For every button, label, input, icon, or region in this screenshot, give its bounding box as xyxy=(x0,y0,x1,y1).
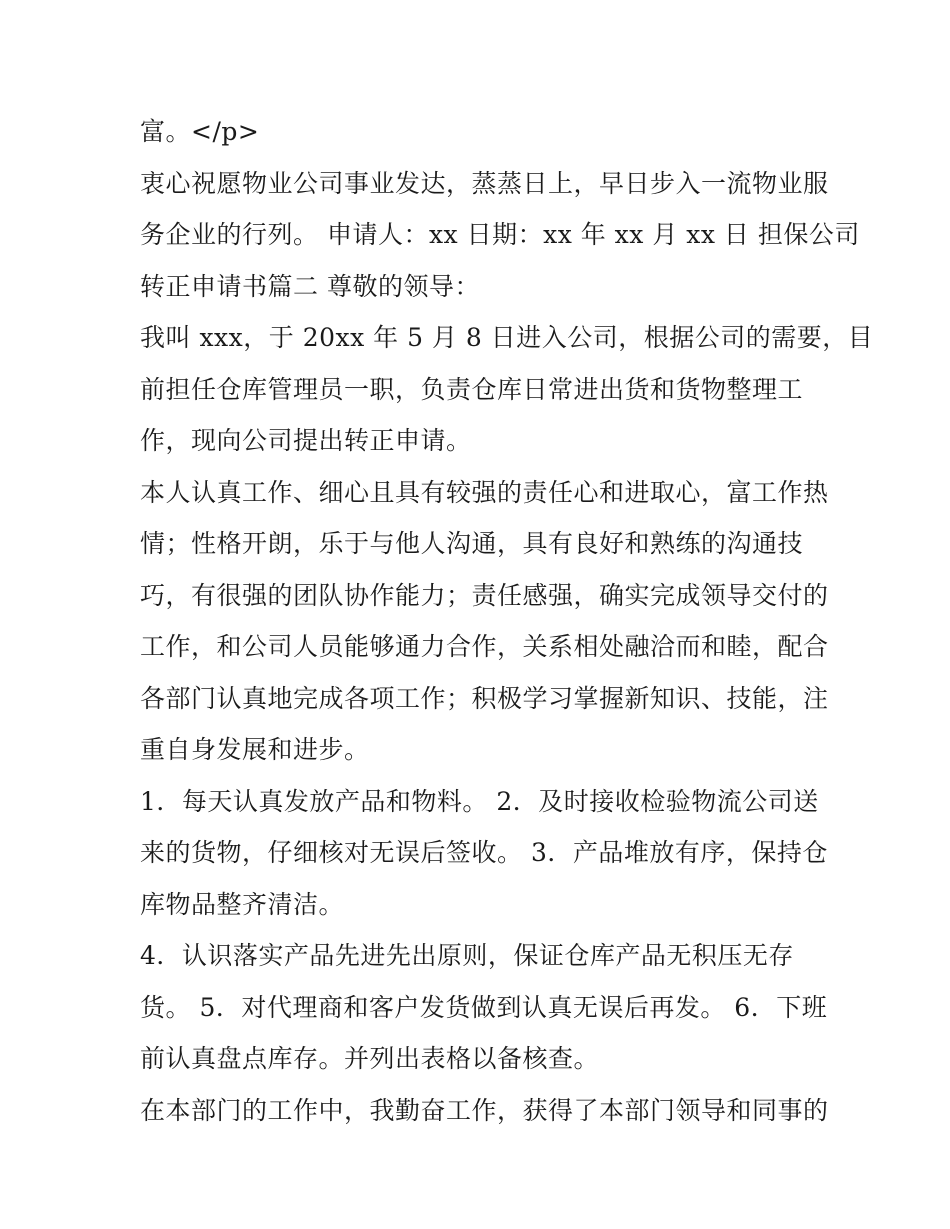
text-line: 库物品整齐清洁。 xyxy=(140,889,345,919)
text-line: 来的货物，仔细核对无误后签收。 3．产品堆放有序，保持仓 xyxy=(140,838,828,867)
text-line: 各部门认真地完成各项工作；积极学习掌握新知识、技能，注 xyxy=(140,683,829,713)
text-line: 4．认识落实产品先进先出原则，保证仓库产品无积压无存 xyxy=(140,941,794,970)
text-line: 重自身发展和进步。 xyxy=(140,735,370,764)
text-line: 1．每天认真发放产品和物料。 2．及时接收检验物流公司送 xyxy=(140,786,819,816)
text-line: 前担任仓库管理员一职，负责仓库日常进出货和货物整理工 xyxy=(140,374,804,404)
document-body xyxy=(140,106,874,1136)
text-line: 情；性格开朗，乐于与他人沟通，具有良好和熟练的沟通技 xyxy=(140,529,804,558)
text-line: 本人认真工作、细心且具有较强的责任心和进取心，富工作热 xyxy=(140,477,829,507)
text-line: 富。</p> xyxy=(140,117,260,146)
text-line: 巧，有很强的团队协作能力；责任感强，确实完成领导交付的 xyxy=(140,580,829,610)
text-line: 货。 5．对代理商和客户发货做到认真无误后再发。 6．下班 xyxy=(140,992,828,1022)
text-line: 转正申请书篇二 尊敬的领导： xyxy=(140,271,480,301)
text-line: 我叫 xxx，于 20xx 年 5 月 8 日进入公司，根据公司的需要，目 xyxy=(140,323,874,352)
text-line: 前认真盘点库存。并列出表格以备核查。 xyxy=(140,1044,600,1073)
text-line: 工作，和公司人员能够通力合作，关系相处融洽而和睦，配合 xyxy=(140,632,829,661)
text-line: 在本部门的工作中，我勤奋工作，获得了本部门领导和同事的 xyxy=(140,1095,829,1125)
text-line: 作，现向公司提出转正申请。 xyxy=(140,426,472,455)
text-line: 务企业的行列。 申请人：xx 日期：xx 年 xx 月 xx 日 担保公司 xyxy=(140,220,860,249)
text-line: 衷心祝愿物业公司事业发达，蒸蒸日上，早日步入一流物业服 xyxy=(140,168,829,198)
